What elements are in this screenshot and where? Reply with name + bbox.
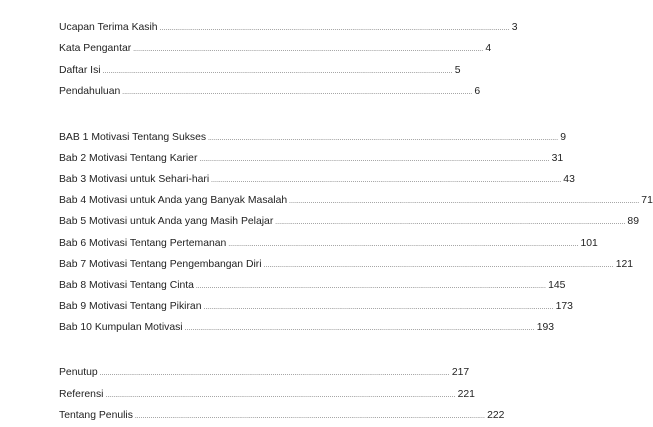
- toc-leader-dots: [122, 90, 472, 96]
- toc-entry-page: 173: [555, 301, 573, 313]
- toc-leader-dots: [199, 157, 549, 163]
- toc-chapters: [59, 127, 653, 339]
- toc-entry-title: BAB 1 Motivasi Tentang Sukses: [59, 131, 207, 143]
- toc-entry: [59, 254, 634, 275]
- toc-entry-page: 193: [536, 322, 555, 334]
- toc-entry-page: 5: [454, 64, 461, 76]
- toc-entry-title: Bab 10 Kumpulan Motivasi: [59, 322, 183, 334]
- toc-entry-page: 71: [641, 195, 653, 207]
- toc-entry: [59, 17, 518, 38]
- toc-entry: [59, 169, 575, 190]
- toc-entry: [59, 38, 492, 59]
- toc-leader-dots: [185, 326, 535, 332]
- toc-entry: [59, 148, 564, 169]
- toc-leader-dots: [203, 305, 553, 311]
- toc-entry-title: Ucapan Terima Kasih: [59, 22, 158, 33]
- toc-entry: [59, 362, 470, 383]
- toc-entry-title: Bab 4 Motivasi untuk Anda yang Banyak Masalah: [59, 195, 288, 207]
- toc-entry-page: 43: [563, 173, 575, 185]
- toc-leader-dots: [135, 414, 485, 420]
- toc-entry-page: 4: [485, 43, 492, 55]
- toc-entry: [59, 405, 505, 426]
- toc-entry: [59, 211, 639, 232]
- toc-entry-page: 31: [551, 152, 564, 164]
- toc-entry-page: 217: [451, 367, 470, 379]
- toc-entry: [59, 127, 566, 148]
- toc-entry-title: Penutup: [59, 367, 98, 379]
- toc-entry-title: Daftar Isi: [59, 64, 101, 76]
- toc-entry-title: Bab 9 Motivasi Tentang Pikiran: [59, 301, 202, 313]
- toc-front-matter: [59, 17, 518, 103]
- toc-entry: [59, 190, 653, 211]
- toc-leader-dots: [211, 178, 561, 184]
- toc-entry-title: Bab 7 Motivasi Tentang Pengembangan Diri: [59, 258, 262, 270]
- toc-entry-page: 222: [487, 410, 505, 422]
- toc-entry: [59, 317, 555, 338]
- toc-entry-title: Bab 2 Motivasi Tentang Karier: [59, 152, 198, 164]
- toc-leader-dots: [105, 393, 455, 399]
- toc-leader-dots: [228, 242, 578, 248]
- toc-leader-dots: [100, 371, 450, 377]
- toc-entry-page: 101: [580, 237, 598, 249]
- toc-entry-title: Pendahuluan: [59, 86, 121, 98]
- toc-entry-title: Bab 5 Motivasi untuk Anda yang Masih Pelajar: [59, 216, 274, 228]
- toc-entry-title: Bab 3 Motivasi untuk Sehari-hari: [59, 173, 210, 185]
- toc-entry-page: 145: [548, 279, 566, 291]
- toc-entry-title: Kata Pengantar: [59, 43, 132, 55]
- toc-entry-title: Bab 8 Motivasi Tentang Cinta: [59, 279, 194, 291]
- toc-leader-dots: [289, 199, 639, 205]
- toc-leader-dots: [264, 263, 614, 269]
- toc-leader-dots: [275, 220, 625, 226]
- table-of-contents: [59, 17, 653, 427]
- toc-entry: [59, 233, 598, 254]
- toc-leader-dots: [103, 69, 453, 75]
- toc-entry: [59, 275, 566, 296]
- toc-entry-title: Tentang Penulis: [59, 410, 133, 422]
- toc-entry-page: 221: [457, 388, 475, 400]
- toc-back-matter: [59, 362, 505, 426]
- toc-entry-title: Referensi: [59, 388, 104, 400]
- toc-entry: [59, 384, 475, 405]
- toc-leader-dots: [196, 284, 546, 290]
- toc-entry: [59, 81, 481, 102]
- toc-entry-page: 6: [474, 86, 481, 98]
- toc-entry-page: 89: [627, 216, 639, 228]
- toc-leader-dots: [160, 26, 510, 32]
- toc-entry-title: Bab 6 Motivasi Tentang Pertemanan: [59, 237, 227, 249]
- toc-entry-page: 9: [560, 131, 566, 143]
- toc-entry-page: 121: [615, 258, 634, 270]
- toc-entry: [59, 296, 573, 317]
- toc-leader-dots: [208, 136, 558, 142]
- toc-entry: [59, 60, 461, 81]
- toc-entry-page: 3: [511, 22, 518, 33]
- toc-leader-dots: [133, 47, 483, 53]
